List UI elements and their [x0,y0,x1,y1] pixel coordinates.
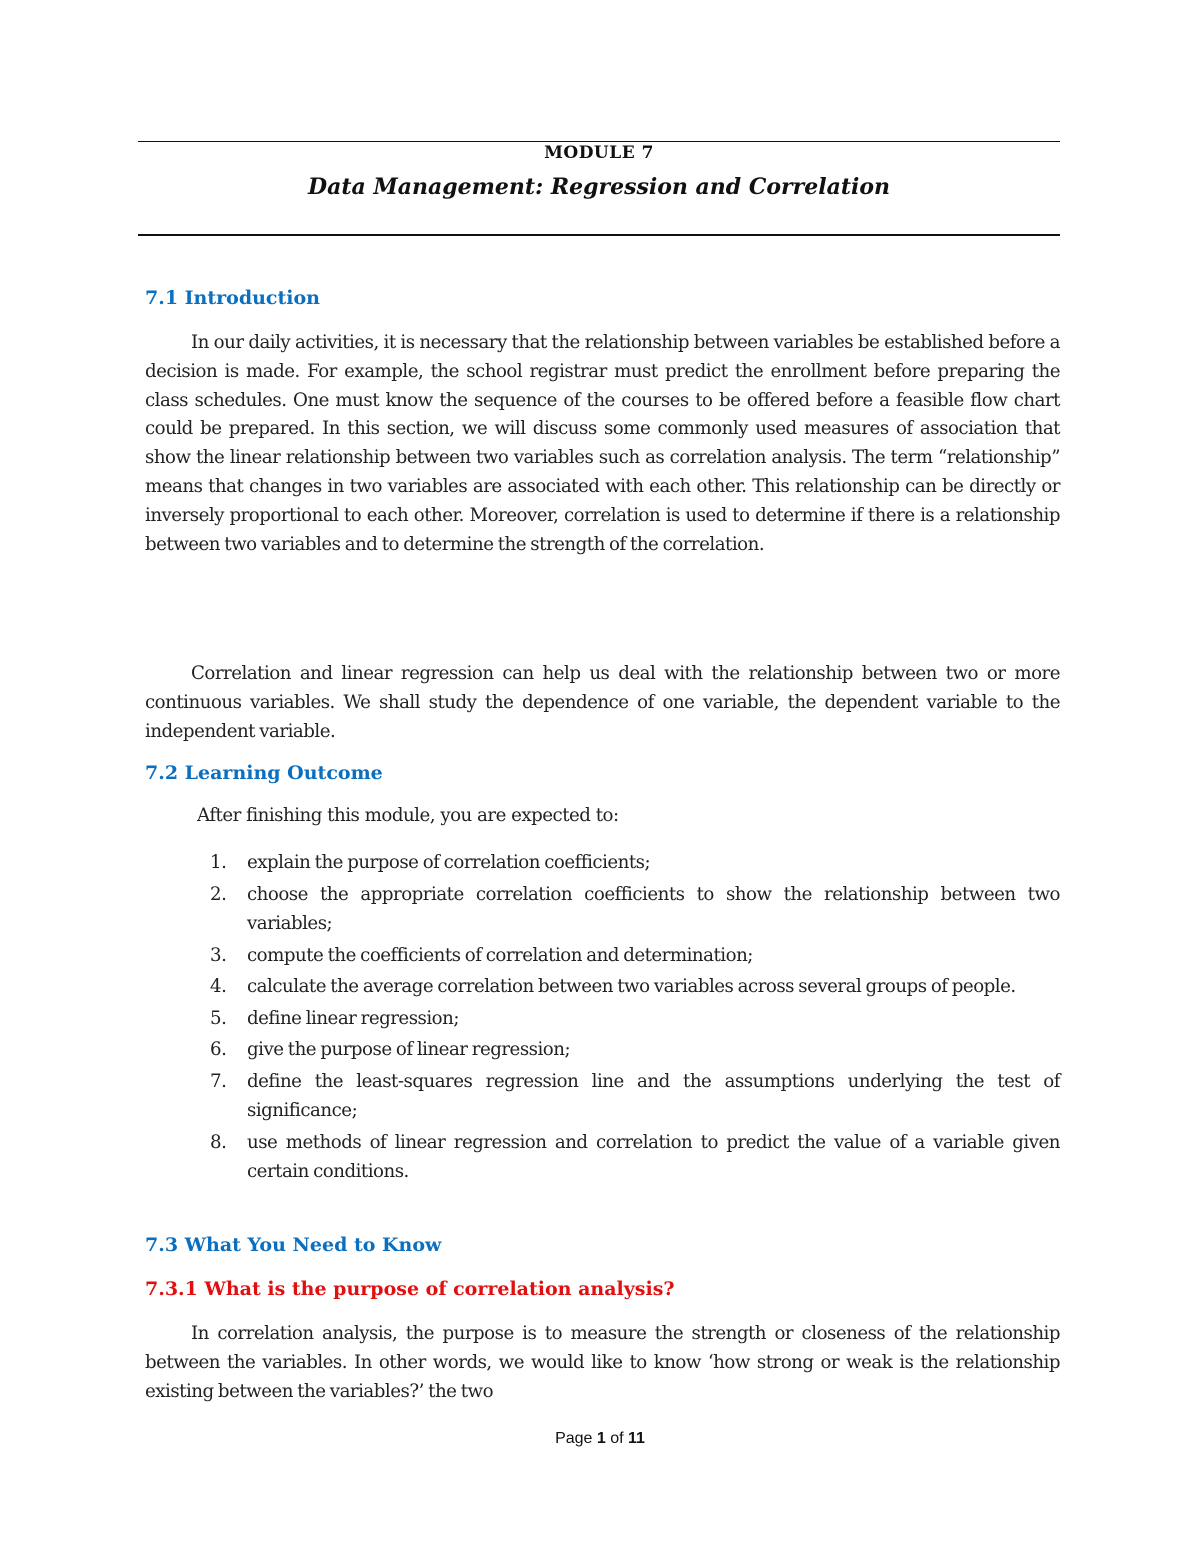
list-item-number: 8. [210,1131,227,1153]
list-item-text: give the purpose of linear regression; [247,1039,571,1060]
learning-outcome-list [210,848,1060,1189]
list-item-number: 5. [210,1007,227,1029]
list-item [210,1067,1060,1126]
list-item-number: 3. [210,944,227,966]
list-item-text: use methods of linear regression and correlation to predict the value of a variable given certain conditions. [247,1131,1060,1182]
page-of: of [605,1430,629,1447]
header-rule-bottom [138,234,1060,236]
list-item [210,1035,1060,1065]
page-footer [0,1430,1200,1448]
module-title: Data Management: Regression and Correlation [307,174,891,200]
intro-paragraph-2-text: Correlation and linear regression can help us deal with the relationship between two or more continuous variables. We shall study the dependence of one variable, the dependent variable to the independent variable. [145,663,1060,742]
list-item-text: define the least-squares regression line and the assumptions underlying the test of significance; [247,1070,1060,1121]
section-heading-what-you-need-to-know: 7.3 What You Need to Know [145,1234,442,1256]
list-item-number: 6. [210,1039,227,1060]
list-item-text: define linear regression; [247,1007,459,1029]
correlation-purpose-paragraph-text: In correlation analysis, the purpose is to measure the strength or closeness of the relationship between the variables. In other words, we would like to know ‘how strong or weak is the relationship existing between the variables?’ the two [145,1323,1060,1402]
list-item-number: 7. [210,1070,227,1092]
outcome-lead-text: After finishing this module, you are expected to: [197,805,619,826]
list-item-text: choose the appropriate correlation coefficients to show the relationship between two variables; [247,883,1060,934]
list-item-number: 2. [210,883,227,905]
intro-paragraph-2 [145,660,1060,746]
list-item [210,1128,1060,1187]
subsection-heading-purpose-of-correlation: 7.3.1 What is the purpose of correlation analysis? [145,1278,675,1300]
list-item-text: calculate the average correlation between two variables across several groups of people. [247,976,1016,997]
page-total-number: 11 [628,1430,645,1447]
section-heading-learning-outcome: 7.2 Learning Outcome [145,762,383,784]
page-current-number: 1 [596,1430,606,1447]
intro-paragraph-1 [145,329,1060,559]
correlation-purpose-paragraph [145,1320,1060,1406]
list-item [210,880,1060,939]
list-item [210,941,1060,971]
intro-paragraph-1-text: In our daily activities, it is necessary that the relationship between variables be established before a decision is made. For example, the school registrar must predict the enrollment before preparing the class schedules. One must know the sequence of the courses to be offered before a feasible flow chart could be prepared. In this section, we will discuss some commonly used measures of association that show the linear relationship between two variables such as correlation analysis. The term “relationship” means that changes in two variables are associated with each other. This relationship can be directly or inversely proportional to each other. Moreover, correlation is used to determine if there is a relationship between two variables and to determine the strength of the correlation. [145,332,1060,555]
page-prefix: Page [555,1430,597,1447]
list-item [210,848,1060,878]
list-item [210,972,1060,1002]
header-rule-top [138,141,1060,142]
list-item [210,1004,1060,1034]
list-item-text: compute the coefficients of correlation and determination; [247,944,753,966]
section-heading-introduction: 7.1 Introduction [145,287,320,309]
module-label: MODULE 7 [544,143,654,163]
list-item-number: 1. [210,852,227,873]
list-item-number: 4. [210,976,227,997]
list-item-text: explain the purpose of correlation coefficients; [247,852,651,873]
